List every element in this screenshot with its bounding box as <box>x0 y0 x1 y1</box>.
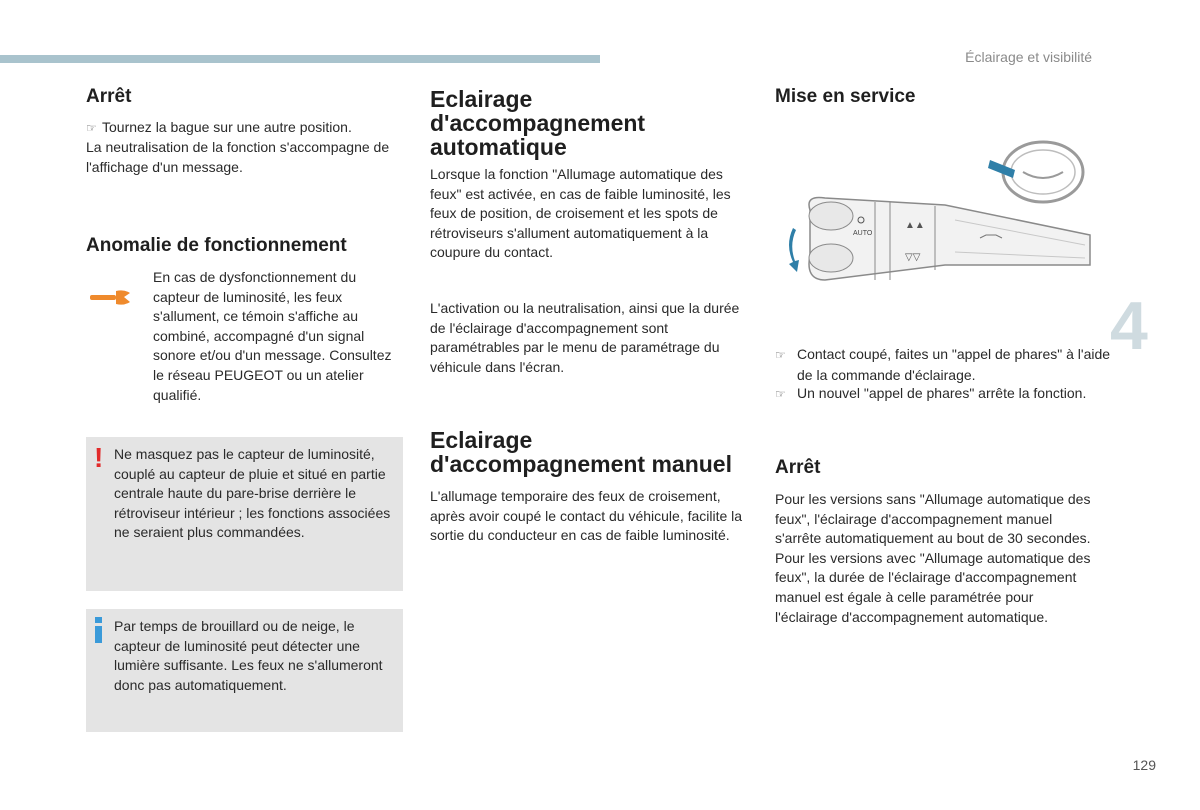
rotation-arrow-icon <box>789 228 799 272</box>
warning-exclamation-icon: ! <box>94 442 104 473</box>
arret-bullet: ☞ Tournez la bague sur une autre position. <box>86 118 404 139</box>
anomalie-body: En cas de dysfonctionnement du capteur de luminosité, les feux s'allument, ce témoin s'affiche au combiné, accompagné d'un signal sonore et/ou d'un message. Consultez le réseau PEUGEOT ou un atelier qualifié. <box>153 269 392 403</box>
arret-title: Arrêt <box>86 86 132 107</box>
arret-body: La neutralisation de la fonction s'accompagne de l'affichage d'un message. <box>86 139 390 175</box>
header-accent-bar <box>0 55 600 63</box>
steering-wheel-icon <box>988 142 1083 202</box>
anomalie-title: Anomalie de fonctionnement <box>86 235 347 256</box>
manuel-p1: L'allumage temporaire des feux de croisement, après avoir coupé le contact du véhicule, facilite la sortie du conducteur en cas de faible luminosité. <box>430 488 743 544</box>
page-number: 129 <box>1132 757 1156 773</box>
lighting-stalk-illustration <box>765 140 1095 300</box>
info-note <box>86 609 403 732</box>
chapter-number: 4 <box>1110 288 1148 364</box>
info-note-text: Par temps de brouillard ou de neige, le capteur de luminosité peut détecter une lumière suffisante. Les feux ne s'allumeront donc pas automatiquement. <box>114 618 383 693</box>
pointing-hand-icon: ☞ <box>86 121 97 135</box>
auto-p2: L'activation ou la neutralisation, ainsi que la durée de l'éclairage d'accompagnement sont paramétrables par le menu de paramétrage du véhicule dans l'écran. <box>430 300 740 375</box>
mise-title: Mise en service <box>775 86 916 107</box>
section-title: Éclairage et visibilité <box>965 49 1092 65</box>
warning-note-text: Ne masquez pas le capteur de luminosité, couplé au capteur de pluie et situé en partie centrale haute du pare-brise derrière le rétroviseur intérieur ; les fonctions associées ne seraient plus commandées. <box>114 446 391 541</box>
warning-note <box>86 437 403 591</box>
auto-p1: Lorsque la fonction "Allumage automatique des feux" est activée, en cas de faible luminosité, les feux de position, de croisement et les spots de rétroviseurs s'allument automatiquement à la coupure du contact. <box>430 166 731 261</box>
info-icon <box>95 617 102 643</box>
manuel-title: Eclairage d'accompagnement manuel <box>430 427 732 477</box>
mise-bullet-1: ☞ Contact coupé, faites un "appel de phares" à l'aide de la commande d'éclairage. <box>775 346 1111 383</box>
mise-bullet-2: ☞ Un nouvel "appel de phares" arrête la fonction. <box>775 384 1115 405</box>
wrench-icon <box>88 285 134 309</box>
auto-title: Eclairage d'accompagnement automatique <box>430 86 646 160</box>
pointing-hand-icon: ☞ <box>775 387 786 401</box>
arret-manuel-body: Pour les versions sans "Allumage automatique des feux", l'éclairage d'accompagnement manuel s'arrête automatiquement au bout de 30 secondes. Pour les versions avec "Allumage automatique des feux", la durée de l'éclairage d'accompagnement manuel est égale à celle paramétrée pour l'éclairage d'accompagnement automatique. <box>775 491 1091 625</box>
svg-text:▲▲: ▲▲ <box>905 220 925 231</box>
stalk-auto-label: AUTO <box>853 230 873 237</box>
pointing-hand-icon: ☞ <box>775 348 786 362</box>
svg-text:▽▽: ▽▽ <box>905 252 921 263</box>
arret-manuel-title: Arrêt <box>775 457 821 478</box>
